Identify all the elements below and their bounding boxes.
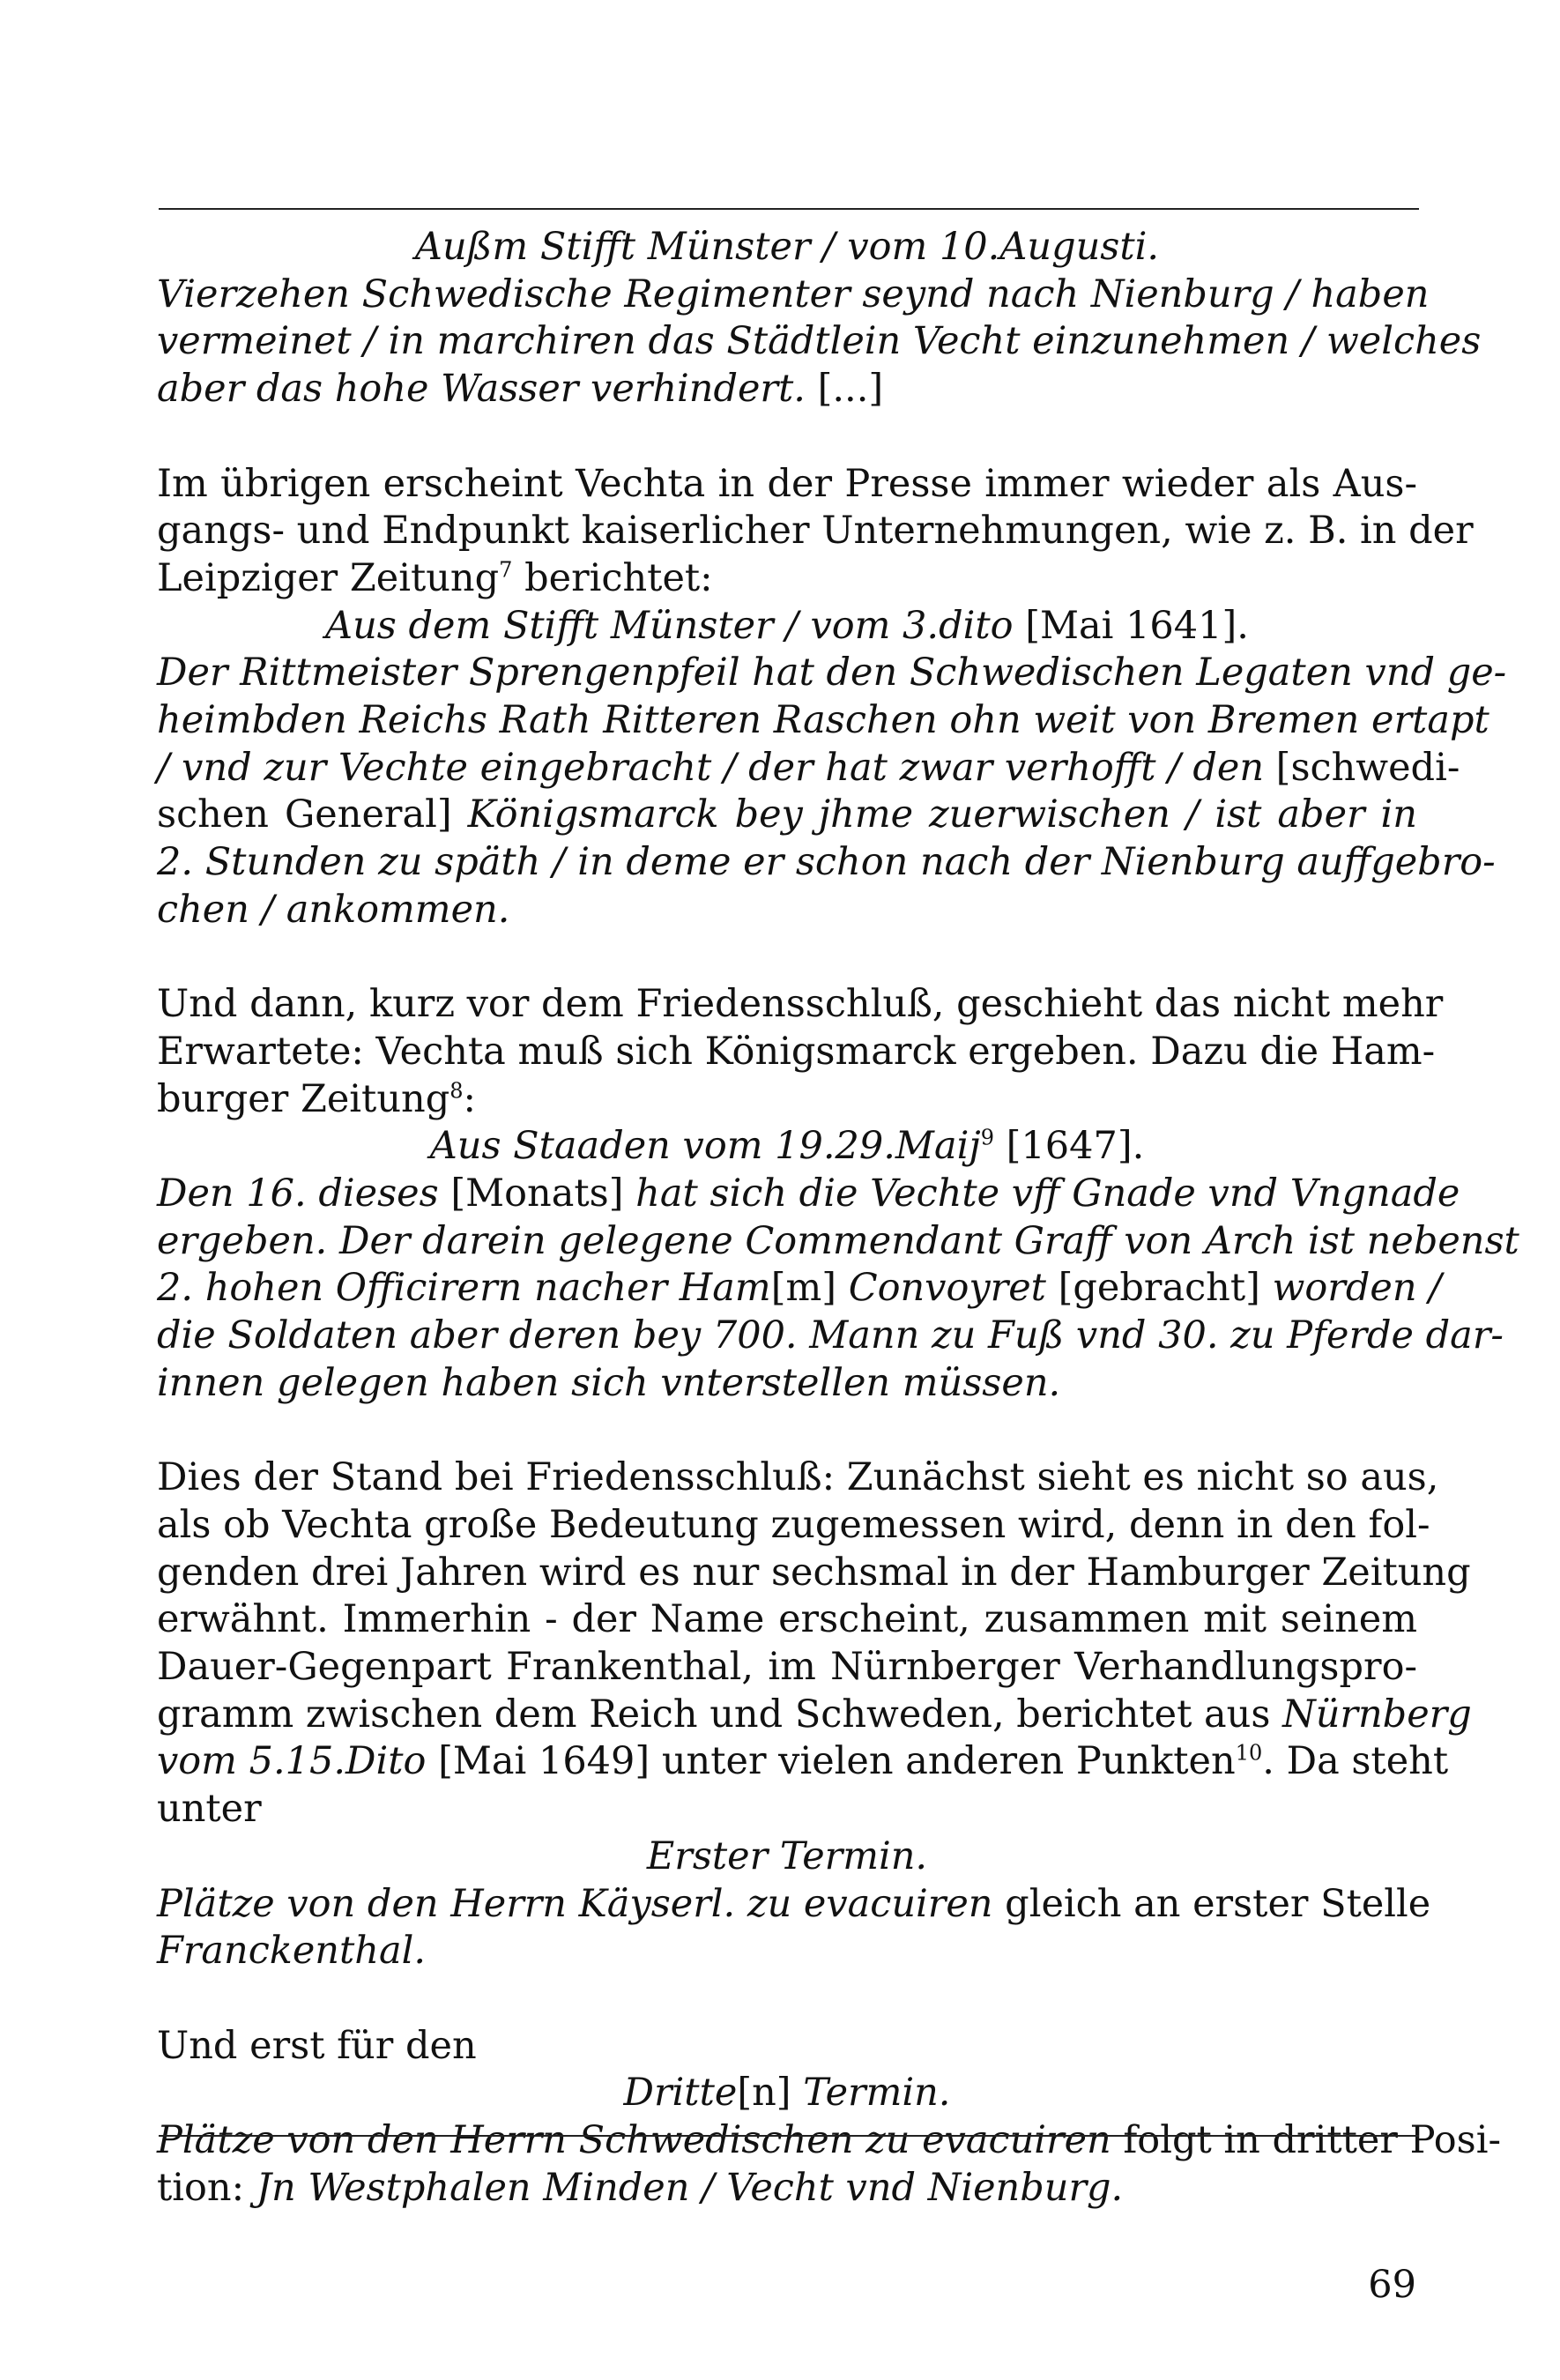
italic-span: Erster Termin. [646,1833,928,1878]
roman-span: [...] [805,367,884,412]
text-line [157,1596,1417,1644]
roman-span: berichtet: [512,555,713,600]
italic-span: Der Rittmeister Sprengenpfeil hat den Schwedischen Legaten vnd ge- [157,651,1507,695]
text-line [157,1360,1417,1408]
roman-span: gleich an erster Stelle [992,1881,1431,1926]
text-line [157,366,1417,413]
text-line [157,697,1489,745]
roman-span: . Da steht [1262,1739,1449,1784]
roman-span: genden drei Jahren wird es nur sechsmal in der Hamburger Zeitung [157,1550,1471,1595]
roman-span: [Mai 1641]. [1013,603,1249,648]
text-line [157,1928,1417,1975]
roman-span: [Monats] [438,1171,636,1216]
roman-span: erwähnt. Immerhin - der Name erscheint, zusammen mit seinem [157,1597,1417,1642]
footnote-marker: 8 [449,1078,464,1104]
roman-span: gangs- und Endpunkt kaiserlicher Unternehmungen, wie z. B. in der [157,509,1474,554]
text-line [157,839,1496,887]
text-line [157,1550,1471,1597]
text-line [157,981,1444,1029]
roman-span: Dies der Stand bei Friedensschluß: Zunächst sieht es nicht so aus, [157,1455,1439,1500]
italic-span: Plätze von den Herrn Schwedischen zu evacuiren [157,2118,1111,2163]
italic-span: Franckenthal. [157,1929,427,1974]
italic-span: / vnd zur Vechte eingebracht / der hat zwar verhofft / den [157,745,1265,790]
roman-span: Und erst für den [157,2023,477,2068]
text-line [157,1786,1417,1833]
italic-span: 2. Stunden zu späth / in deme er schon nach der Nienburg auffgebro- [157,840,1496,885]
text-line [157,792,1417,839]
roman-span: [schwedi- [1264,745,1460,790]
roman-span: burger Zeitung [157,1076,450,1121]
heading-line [157,2070,1417,2117]
roman-span: Und dann, kurz vor dem Friedensschluß, geschieht das nicht mehr [157,982,1444,1027]
italic-span: Aus Staaden vom 19.29.Maij [429,1124,981,1169]
text-line [157,887,1417,934]
text-line [157,2117,1502,2165]
roman-span: als ob Vechta große Bedeutung zugemessen wird, denn in den fol- [157,1502,1430,1547]
roman-span: Leipziger Zeitung [157,555,500,600]
heading-line [157,224,1417,271]
italic-span: Den 16. dieses [157,1171,439,1216]
roman-span: [1647]. [993,1124,1145,1169]
text-line [157,745,1460,792]
paragraph-gap [157,1408,1417,1455]
italic-span: Außm Stifft Münster / vom 10.Augusti. [414,225,1160,269]
text-line [157,1265,1442,1313]
italic-span: vermeinet / in marchiren das Städtlein Vecht einzunehmen / welches [157,319,1482,364]
italic-span: Convoyret [848,1266,1046,1311]
bottom-rule [159,2135,1419,2137]
footnote-marker: 9 [980,1126,994,1150]
roman-span: [n] [737,2071,804,2116]
roman-span: tion: [157,2165,256,2210]
text-line [157,555,1417,603]
paragraph-gap [157,1975,1417,2023]
footnote-marker: 10 [1235,1741,1263,1766]
heading-line [157,1123,1417,1171]
text-line [157,461,1417,509]
italic-span: die Soldaten aber deren bey 700. Mann zu Fuß vnd 30. zu Pferde dar- [157,1313,1504,1358]
text-line [157,1881,1431,1929]
text-line [157,1692,1472,1739]
text-line [157,1644,1417,1692]
text-line [157,2023,1417,2071]
heading-line [157,603,1417,651]
italic-span: Nürnberg [1282,1692,1472,1737]
italic-span: worden / [1272,1266,1442,1311]
roman-span: [gebracht] [1045,1266,1273,1311]
italic-span: Termin. [803,2071,951,2116]
roman-span: : [463,1076,477,1121]
italic-span: Königsmarck bey jhme zuerwischen / ist aber in [467,792,1417,837]
body-text [157,224,1519,2212]
italic-span: innen gelegen haben sich vnterstellen müssen. [157,1360,1061,1405]
italic-span: 2. hohen Officirern nacher Ham [157,1266,771,1311]
text-line [157,1218,1519,1266]
text-line [157,1502,1430,1550]
roman-span: Im übrigen erscheint Vechta in der Presse immer wieder als Aus- [157,461,1417,506]
paragraph-gap [157,413,1417,461]
text-line [157,318,1482,366]
text-line [157,508,1474,555]
italic-span: Plätze von den Herrn Käyserl. zu evacuiren [157,1881,993,1926]
roman-span: gramm zwischen dem Reich und Schweden, berichtet aus [157,1692,1283,1737]
italic-span: ergeben. Der darein gelegene Commendant Graff von Arch ist nebenst [157,1218,1519,1263]
text-line [157,1171,1460,1218]
text-line [157,650,1507,697]
italic-span: heimbden Reichs Rath Ritteren Raschen ohn weit von Bremen ertapt [157,698,1489,743]
text-line [157,1738,1449,1786]
roman-span: [m] [770,1266,849,1311]
italic-span: Vierzehen Schwedische Regimenter seynd nach Nienburg / haben [157,271,1430,316]
text-line [157,1029,1436,1076]
roman-span: folgt in dritter Posi- [1111,2118,1502,2163]
italic-span: aber das hohe Wasser verhindert. [157,367,806,412]
roman-span: schen General] [157,792,468,837]
text-line [157,271,1430,319]
text-line [157,2165,1417,2213]
paragraph-gap [157,934,1417,982]
footnote-marker: 7 [499,557,513,583]
roman-span: Dauer-Gegenpart Frankenthal, im Nürnberger Verhandlungspro- [157,1645,1417,1690]
roman-span: unter [157,1787,262,1832]
roman-span: Erwartete: Vechta muß sich Königsmarck ergeben. Dazu die Ham- [157,1029,1436,1074]
roman-span: [Mai 1649] unter vielen anderen Punkten [426,1739,1236,1784]
italic-span: chen / ankommen. [157,887,510,932]
italic-span: Jn Westphalen Minden / Vecht vnd Nienburg. [256,2165,1124,2210]
text-line [157,1454,1439,1502]
heading-line [157,1833,1417,1881]
text-line [157,1076,1417,1124]
italic-span: vom 5.15.Dito [157,1739,427,1784]
text-line [157,1313,1504,1360]
page-number: 69 [1368,2263,1416,2307]
top-rule [159,208,1419,210]
italic-span: Dritte [623,2071,738,2116]
italic-span: hat sich die Vechte vff Gnade vnd Vngnade [635,1171,1460,1216]
italic-span: Aus dem Stifft Münster / vom 3.dito [325,603,1014,648]
